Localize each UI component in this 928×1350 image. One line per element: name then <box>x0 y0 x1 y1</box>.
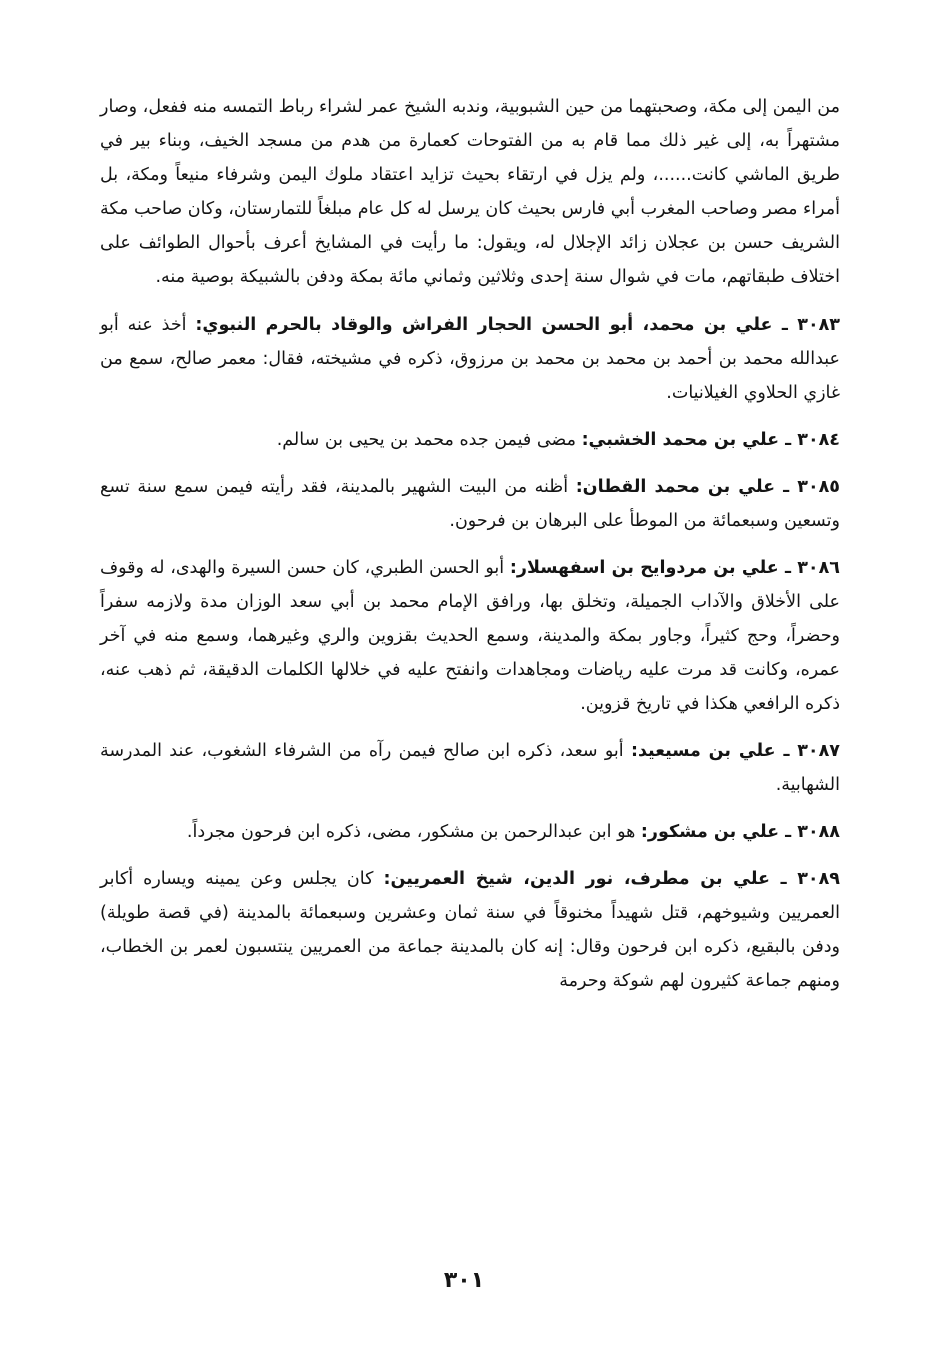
entry-text: هو ابن عبدالرحمن بن مشكور، مضى، ذكره ابن فرحون مجرداً. <box>186 822 636 842</box>
entry-separator: ـ <box>775 477 798 497</box>
entry-separator: ـ <box>779 430 798 450</box>
entry-name: علي بن مطرف، نور الدين، شيخ العمريين: <box>383 869 770 889</box>
entry-separator: ـ <box>778 558 798 578</box>
entry-number: ٣٠٨٤ <box>797 430 840 450</box>
biography-entry <box>100 470 840 538</box>
entry-text: كان يجلس وعن يمينه ويساره أكابر العمريين وشيوخهم، قتل شهيداً مخنوقاً في سنة ثمان وعشرين وسبعمائة بالمدينة (في قصة طويلة) ودفن بالبقيع، ذكره ابن فرحون وقال: إنه كان بالمدينة جماعة من العمريين ينتسبون لعمر بن الخطاب، ومنهم جماعة كثيرون لهم شوكة وحرمة <box>100 869 840 991</box>
entry-name: علي بن محمد القطان: <box>575 477 776 497</box>
entry-text: مضى فيمن جده محمد بن يحيى بن سالم. <box>276 430 576 450</box>
entry-number: ٣٠٨٧ <box>797 741 840 761</box>
biography-entry <box>100 815 840 849</box>
entry-name: علي بن محمد الخشبي: <box>581 430 780 450</box>
entry-separator: ـ <box>772 315 798 335</box>
entry-text: أظنه من البيت الشهير بالمدينة، فقد رأيته فيمن سمع سنة تسع وتسعين وسبعمائة من الموطأ على البرهان بن فرحون. <box>100 477 840 531</box>
entry-separator: ـ <box>779 822 798 842</box>
biography-entry <box>100 423 840 457</box>
entry-name: علي بن مشكور: <box>640 822 780 842</box>
continuation-paragraph: من اليمن إلى مكة، وصحبتهما من حين الشبوبية، وندبه الشيخ عمر لشراء رباط التمسه منه ففعل، وصار مشتهراً به، إلى غير ذلك مما قام به من الفتوحات كعمارة من هدم من مسجد الخيف، وبناء بير في طريق الماشي كانت......، ولم يزل في ارتقاء بحيث تزايد اعتقاد ملوك اليمن وشرفاء منيعاً ومكة، بل أمراء مصر وصاحب المغرب أبي فارس بحيث كان يرسل له كل عام مبلغاً للتمارستان، وكان صاحب مكة الشريف حسن بن عجلان زائد الإجلال له، ويقول: ما رأيت في المشايخ أعرف بأحوال الطوائف على اختلاف طبقاتهم، مات في شوال سنة إحدى وثلاثين وثماني مائة بمكة ودفن بالشبيكة بوصية منه. <box>100 97 840 287</box>
entry-name: علي بن محمد، أبو الحسن الحجار الفراش والوقاد بالحرم النبوي: <box>195 315 773 335</box>
entry-text: أخذ عنه أبو عبدالله محمد بن أحمد بن محمد بن محمد بن مرزوق، ذكره في مشيخته، فقال: معمر صالح، سمع من غازي الحلاوي الغيلانيات. <box>100 315 840 403</box>
entry-name: علي بن مردوايح بن اسفهسلار: <box>509 558 779 578</box>
entry-text: أبو سعد، ذكره ابن صالح فيمن رآه من الشرفاء الشغوب، عند المدرسة الشهابية. <box>100 741 840 795</box>
biography-entry <box>100 551 840 721</box>
page-body <box>100 90 840 1290</box>
entry-number: ٣٠٨٨ <box>797 822 840 842</box>
entry-number: ٣٠٨٩ <box>797 869 840 889</box>
entry-number: ٣٠٨٣ <box>797 315 840 335</box>
entry-separator: ـ <box>769 869 798 889</box>
biography-entry <box>100 734 840 802</box>
entry-text: أبو الحسن الطبري، كان حسن السيرة والهدى، له وقوف على الأخلاق والآداب الجميلة، وتخلق بها، ورافق الإمام محمد بن أبي سعد الوزان مدة ولازمه سفراً وحضراً، وحج كثيراً، وجاور بمكة والمدينة، وسمع الحديث بقزوين والري وغيرهما، وسمع منه في آخر عمره، وكانت قد مرت عليه رياضات ومجاهدات وانفتح عليه في خلالها الكلمات الدقيقة، ثم ذهب عنه، ذكره الرافعي هكذا في تاريخ قزوين. <box>100 558 840 714</box>
entry-name: علي بن مسيعيد: <box>630 741 776 761</box>
biography-entry <box>100 308 840 410</box>
entry-separator: ـ <box>775 741 798 761</box>
entry-number: ٣٠٨٥ <box>797 477 840 497</box>
entry-number: ٣٠٨٦ <box>797 558 840 578</box>
page-number: ٣٠١ <box>443 1268 485 1293</box>
biography-entry <box>100 862 840 998</box>
